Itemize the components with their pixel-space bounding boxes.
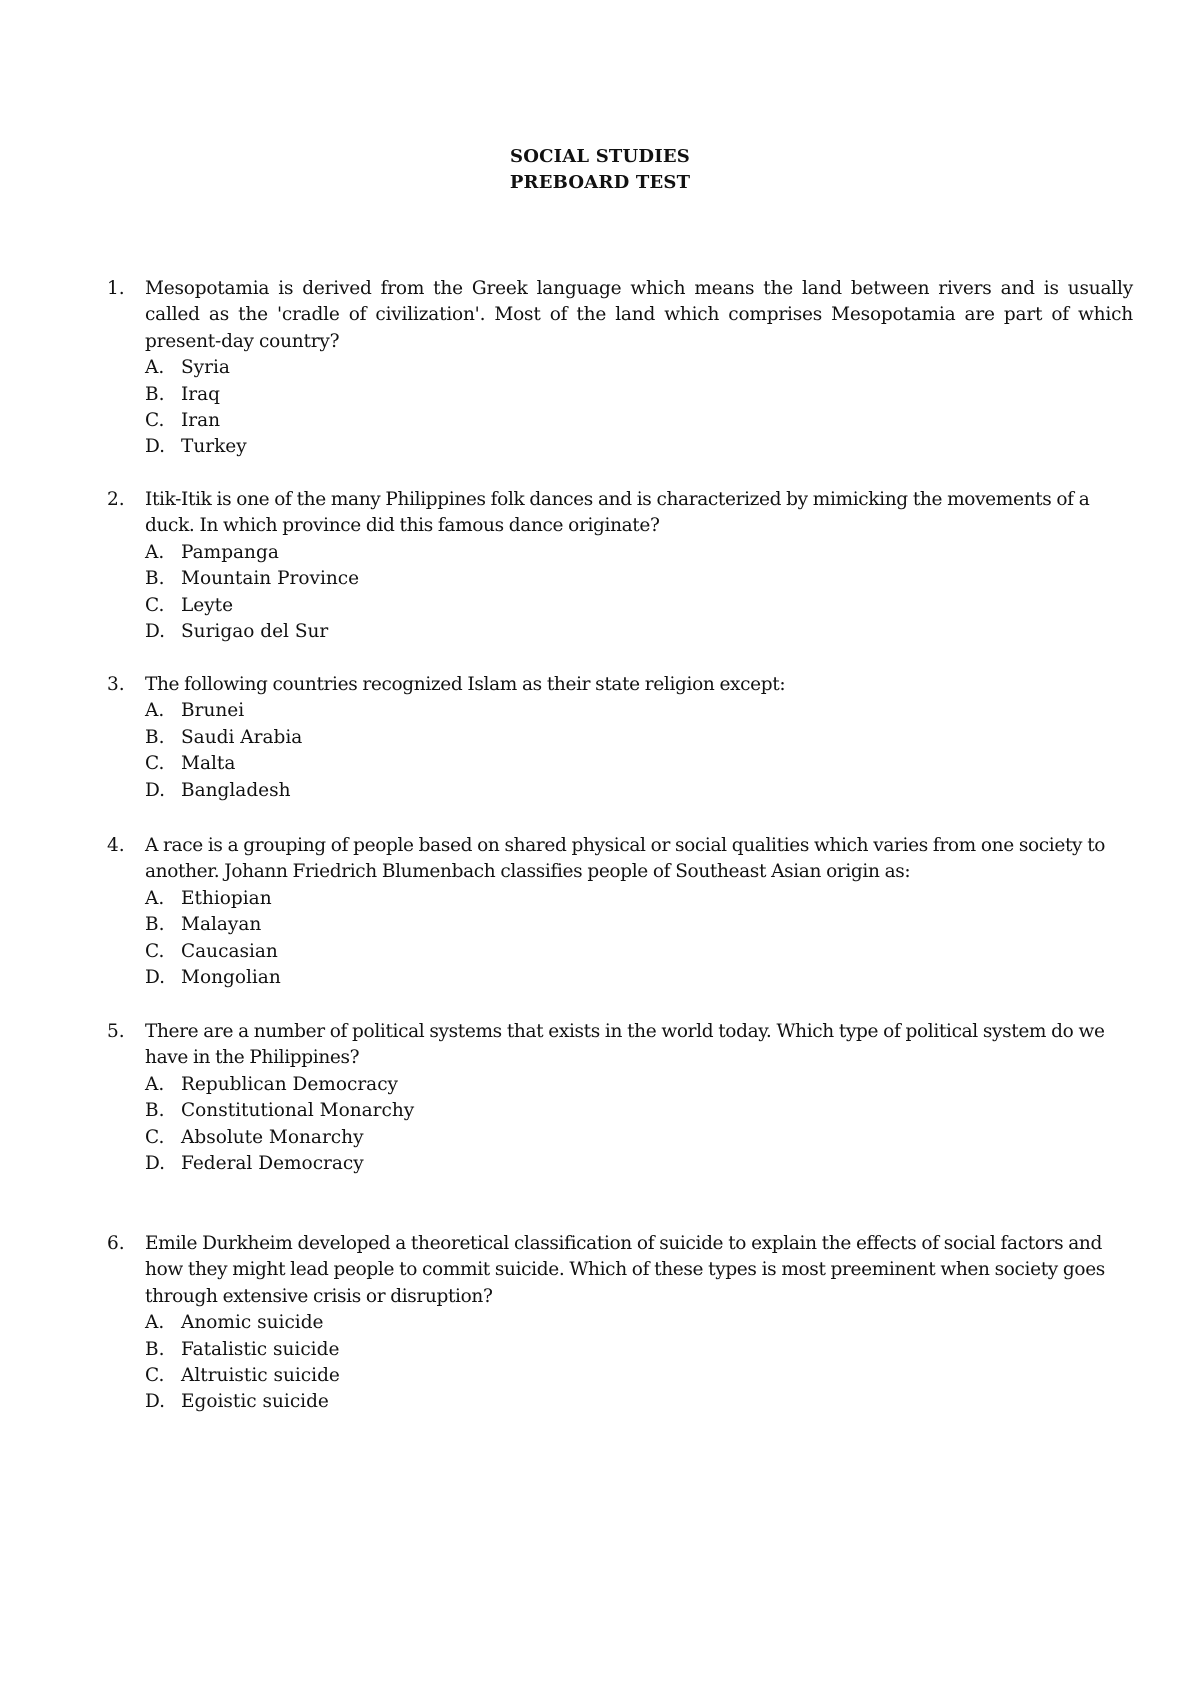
question-text: Mesopotamia is derived from the Greek language which means the land between rivers and is usually called as the 'cradle of civilization'. Most of the land which comprises Mesopotamia are part of which present-day country? (145, 278, 1133, 352)
question-number: 5. (107, 1021, 125, 1042)
choice-text: Federal Democracy (181, 1152, 364, 1174)
choice-text: Egoistic suicide (181, 1391, 329, 1413)
choice-d (145, 434, 1137, 460)
question-number: 4. (107, 835, 125, 856)
choice-letter: A. (145, 887, 165, 909)
choice-list (145, 886, 1137, 992)
choice-a (145, 886, 1137, 912)
choice-letter: A. (145, 1312, 165, 1334)
choice-a (145, 698, 1137, 724)
choice-text: Pampanga (181, 541, 279, 563)
choice-letter: C. (145, 753, 165, 775)
choice-text: Syria (181, 357, 230, 379)
choice-text: Fatalistic suicide (181, 1338, 340, 1360)
choice-text: Republican Democracy (181, 1073, 399, 1095)
choice-text: Anomic suicide (181, 1312, 324, 1334)
question-1 (107, 276, 1137, 461)
choice-letter: B. (145, 726, 165, 748)
choice-text: Mountain Province (181, 568, 360, 590)
choice-text: Iran (181, 410, 221, 431)
choice-d (145, 1151, 1137, 1177)
choice-letter: C. (145, 594, 165, 616)
choice-c (145, 1125, 1137, 1151)
choice-letter: B. (145, 383, 165, 405)
choice-text: Absolute Monarchy (181, 1126, 364, 1148)
choice-letter: C. (145, 410, 165, 431)
choice-list (145, 1310, 1137, 1416)
choice-text: Malayan (181, 914, 262, 936)
choice-text: Ethiopian (181, 887, 272, 909)
choice-letter: C. (145, 1126, 165, 1148)
choice-letter: C. (145, 1365, 165, 1386)
choice-d (145, 778, 1137, 804)
choice-letter: B. (145, 1100, 165, 1122)
question-4 (107, 833, 1137, 991)
choice-c (145, 751, 1137, 777)
choice-letter: B. (145, 568, 165, 590)
choice-text: Bangladesh (181, 779, 291, 801)
choice-c (145, 1363, 1137, 1389)
choice-text: Malta (181, 753, 236, 775)
choice-d (145, 1389, 1137, 1415)
choice-letter: A. (145, 541, 165, 563)
choice-text: Surigao del Sur (181, 620, 329, 642)
document-title: SOCIAL STUDIES (510, 146, 690, 167)
question-text: Emile Durkheim developed a theoretical classification of suicide to explain the effects of social factors and how they might lead people to commit suicide. Which of these types is most preeminent when society goes through extensive crisis or disruption? (145, 1233, 1105, 1307)
choice-b (145, 912, 1137, 938)
choice-letter: B. (145, 914, 165, 936)
choice-letter: B. (145, 1338, 165, 1360)
choice-b (145, 1098, 1137, 1124)
choice-letter: A. (145, 700, 165, 722)
choice-a (145, 1310, 1137, 1336)
choice-text: Saudi Arabia (181, 726, 303, 748)
document-subtitle: PREBOARD TEST (509, 172, 691, 193)
choice-letter: A. (145, 1073, 165, 1095)
choice-list (145, 540, 1137, 646)
choice-letter: A. (145, 357, 165, 379)
question-text: The following countries recognized Islam as their state religion except: (145, 674, 786, 695)
question-number: 2. (107, 489, 125, 510)
choice-text: Mongolian (181, 966, 281, 988)
choice-letter: D. (145, 1391, 166, 1413)
choice-text: Turkey (181, 436, 247, 458)
choice-a (145, 355, 1137, 381)
choice-list (145, 355, 1137, 461)
choice-d (145, 965, 1137, 991)
choice-c (145, 939, 1137, 965)
choice-letter: D. (145, 966, 166, 988)
choice-letter: D. (145, 779, 166, 801)
choice-text: Iraq (181, 383, 221, 405)
choice-letter: D. (145, 1152, 166, 1174)
choice-text: Altruistic suicide (181, 1365, 340, 1386)
question-number: 1. (107, 278, 125, 299)
choice-letter: C. (145, 940, 165, 962)
choice-d (145, 619, 1137, 645)
question-text: There are a number of political systems that exists in the world today. Which type of political system do we have in the Philippines? (145, 1021, 1105, 1069)
choice-text: Constitutional Monarchy (181, 1100, 415, 1122)
question-text: Itik-Itik is one of the many Philippines folk dances and is characterized by mimicking the movements of a duck. In which province did this famous dance originate? (145, 489, 1090, 537)
choice-b (145, 1337, 1137, 1363)
question-3 (107, 672, 1137, 804)
question-2 (107, 487, 1137, 645)
choice-b (145, 725, 1137, 751)
question-number: 3. (107, 674, 125, 695)
choice-list (145, 698, 1137, 804)
choice-letter: D. (145, 436, 166, 458)
choice-c (145, 408, 1137, 434)
choice-b (145, 566, 1137, 592)
choice-letter: D. (145, 620, 166, 642)
choice-text: Caucasian (181, 940, 278, 962)
choice-a (145, 1072, 1137, 1098)
choice-text: Leyte (181, 594, 234, 616)
choice-text: Brunei (181, 700, 245, 722)
choice-list (145, 1072, 1137, 1178)
choice-b (145, 382, 1137, 408)
question-6 (107, 1231, 1137, 1416)
question-number: 6. (107, 1233, 125, 1254)
question-text: A race is a grouping of people based on shared physical or social qualities which varies from one society to another. Johann Friedrich Blumenbach classifies people of Southeast Asian origin as: (145, 835, 1106, 883)
choice-a (145, 540, 1137, 566)
question-5 (107, 1019, 1137, 1177)
choice-c (145, 593, 1137, 619)
